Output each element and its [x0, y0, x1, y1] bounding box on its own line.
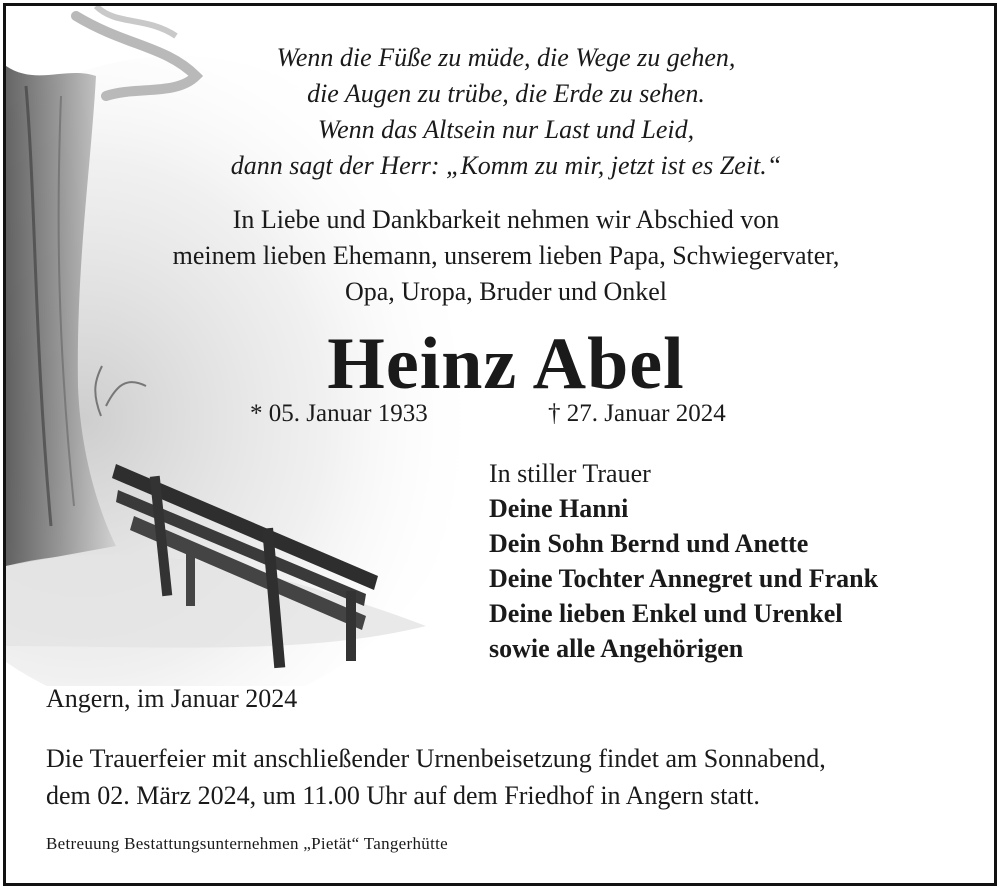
- deceased-name: Heinz Abel: [327, 323, 685, 405]
- mourners-heading: In stiller Trauer: [489, 459, 651, 488]
- poem-line: Wenn das Altsein nur Last und Leid,: [317, 115, 695, 144]
- birth-date: * 05. Januar 1933: [250, 400, 428, 427]
- mourner-name: Deine Hanni: [489, 494, 629, 523]
- mourner-name: Deine Tochter Annegret und Frank: [489, 564, 879, 593]
- mourners-block: [489, 456, 878, 666]
- funeral-home-credit: Betreuung Bestattungsunternehmen „Pietät“ Tangerhütte: [46, 834, 448, 853]
- intro-line: In Liebe und Dankbarkeit nehmen wir Abschied von: [232, 205, 780, 234]
- death-date: † 27. Januar 2024: [548, 400, 726, 427]
- farewell-intro: [6, 202, 997, 310]
- intro-line: meinem lieben Ehemann, unserem lieben Papa, Schwiegervater,: [172, 241, 840, 270]
- service-line: dem 02. März 2024, um 11.00 Uhr auf dem Friedhof in Angern statt.: [46, 781, 760, 810]
- place-and-date: Angern, im Januar 2024: [46, 684, 298, 713]
- mourner-name: Dein Sohn Bernd und Anette: [489, 529, 809, 558]
- funeral-service-info: [46, 740, 996, 814]
- poem-line: Wenn die Füße zu müde, die Wege zu gehen,: [276, 43, 736, 72]
- service-line: Die Trauerfeier mit anschließender Urnenbeisetzung findet am Sonnabend,: [46, 744, 826, 773]
- poem-line: die Augen zu trübe, die Erde zu sehen.: [307, 79, 705, 108]
- mourner-name: Deine lieben Enkel und Urenkel: [489, 599, 843, 628]
- mourner-name: sowie alle Angehörigen: [489, 634, 744, 663]
- intro-line: Opa, Uropa, Bruder und Onkel: [344, 277, 668, 306]
- poem-line: dann sagt der Herr: „Komm zu mir, jetzt ist es Zeit.“: [230, 151, 782, 180]
- obituary-frame: [3, 3, 997, 886]
- poem: [6, 40, 997, 184]
